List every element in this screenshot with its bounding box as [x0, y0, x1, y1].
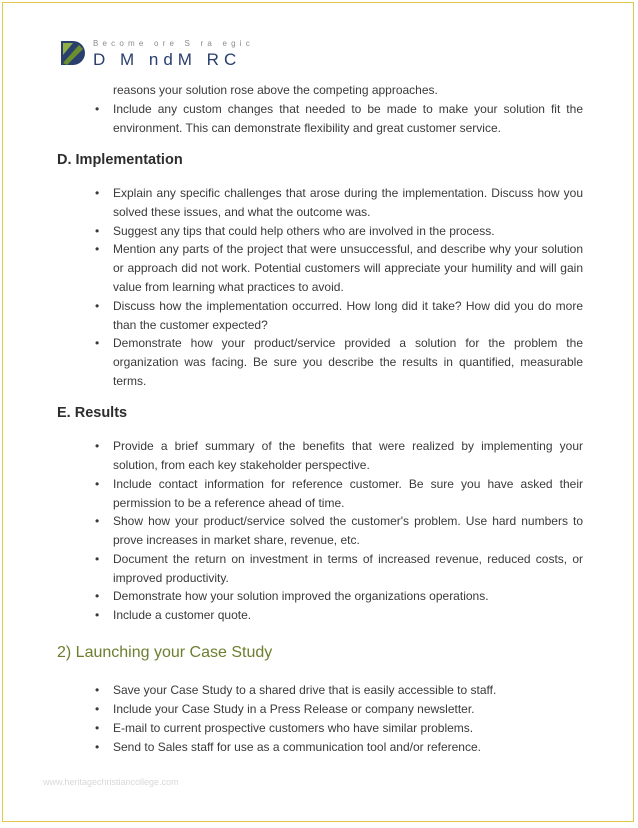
list-item: • Include your Case Study in a Press Release or company newsletter.: [113, 700, 583, 719]
list-item: • Explain any specific challenges that arose during the implementation. Discuss how you solved these issues, and what the outcome was.: [95, 186, 583, 219]
list-item: • Send to Sales staff for use as a communication tool and/or reference.: [113, 738, 583, 757]
bullet-icon: •: [95, 224, 100, 238]
section-heading-launching: 2) Launching your Case Study: [57, 644, 273, 661]
list-item: • E-mail to current prospective customers who have similar problems.: [113, 719, 583, 738]
bullet-icon: •: [95, 186, 100, 200]
bullet-icon: •: [95, 683, 100, 697]
watermark: www.heritagechristiancollege.com: [43, 777, 179, 787]
list-item: • Provide a brief summary of the benefits that were realized by implementing your solution, from each key stakeholder perspective.: [95, 439, 583, 472]
bullet-icon: •: [95, 514, 100, 528]
list-item: • Demonstrate how your product/service provided a solution for the problem the organization was facing. Be sure you describe the results in quantified, measurable terms.: [95, 336, 583, 388]
company-logo: [59, 39, 319, 69]
bullet-icon: •: [95, 242, 100, 256]
list-item: • Mention any parts of the project that were unsuccessful, and describe why your solution or approach did not work. Potential customers will appreciate your humility and will gain value from learning what practices to avoid.: [95, 242, 583, 294]
logo-mark-icon: [59, 39, 87, 67]
bullet-icon: •: [95, 721, 100, 735]
section-heading-results: E. Results: [57, 405, 128, 421]
list-item: • Suggest any tips that could help others who are involved in the process.: [113, 222, 583, 241]
bullet-icon: •: [95, 608, 100, 622]
bullet-icon: •: [95, 102, 100, 116]
bullet-icon: •: [95, 439, 100, 453]
bullet-icon: •: [95, 299, 100, 313]
bullet-icon: •: [95, 336, 100, 350]
list-item: • Discuss how the implementation occurred. How long did it take? How did you do more than the customer expected?: [95, 299, 583, 332]
list-item: • Demonstrate how your solution improved the organizations operations.: [113, 587, 583, 606]
logo-brand-text: D M ndM RC: [93, 50, 242, 69]
list-item: reasons your solution rose above the competing approaches.: [113, 83, 438, 97]
document-page: [2, 2, 634, 822]
bullet-icon: •: [95, 702, 100, 716]
list-item: • Include any custom changes that needed to be made to make your solution fit the environment. This can demonstrate flexibility and great customer service.: [95, 102, 583, 135]
bullet-icon: •: [95, 552, 100, 566]
list-item: • Document the return on investment in terms of increased revenue, reduced costs, or improved productivity.: [95, 552, 583, 585]
list-item: • Show how your product/service solved the customer's problem. Use hard numbers to prove increases in market share, revenue, etc.: [95, 514, 583, 547]
list-item: • Include contact information for reference customer. Be sure you have asked their permission to be a reference ahead of time.: [95, 477, 583, 510]
list-item: • Save your Case Study to a shared drive that is easily accessible to staff.: [113, 681, 583, 700]
list-item: • Include a customer quote.: [113, 606, 583, 625]
bullet-icon: •: [95, 740, 100, 754]
bullet-icon: •: [95, 589, 100, 603]
bullet-icon: •: [95, 477, 100, 491]
logo-tagline: Become ore S ra egic: [93, 39, 254, 48]
section-heading-implementation: D. Implementation: [57, 152, 183, 168]
